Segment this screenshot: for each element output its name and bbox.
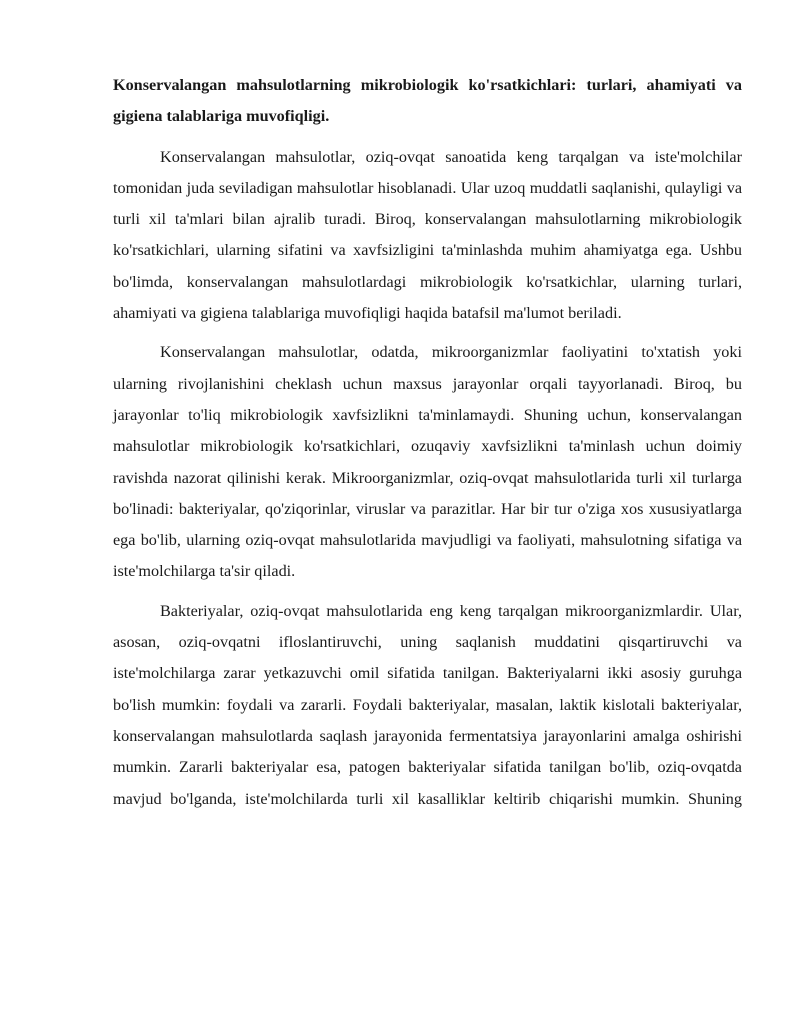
document-title: Konservalangan mahsulotlarning mikrobiologik ko'rsatkichlari: turlari, ahamiyati va gigiena talablariga muvofiqligi. bbox=[113, 76, 742, 126]
paragraph-1: Konservalangan mahsulotlar, oziq-ovqat sanoatida keng tarqalgan va iste'molchilar tomonidan juda seviladigan mahsulotlar hisoblanadi. Ular uzoq muddatli saqlanishi, qulayligi va turli xil ta'mlari bilan ajralib turadi. Biroq, konservalangan mahsulotlarning mikrobiologik ko'rsatkichlari, ularning sifatini va xavfsizligini ta'minlashda muhim ahamiyatga ega. Ushbu bo'limda, konservalangan mahsulotlardagi mikrobiologik ko'rsatkichlar, ularning turlari, ahamiyati va gigiena talablariga muvofiqligi haqida batafsil ma'lumot beriladi. bbox=[113, 147, 742, 323]
document-page bbox=[113, 70, 742, 823]
paragraph-2: Konservalangan mahsulotlar, odatda, mikroorganizmlar faoliyatini to'xtatish yoki ularning rivojlanishini cheklash uchun maxsus jarayonlar orqali tayyorlanadi. Biroq, bu jarayonlar to'liq mikrobiologik xavfsizlikni ta'minlamaydi. Shuning uchun, konservalangan mahsulotlar mikrobiologik ko'rsatkichlari, ozuqaviy xavfsizlikni ta'minlash uchun doimiy ravishda nazorat qilinishi kerak. Mikroorganizmlar, oziq-ovqat mahsulotlarida turli xil turlarga bo'linadi: bakteriyalar, qo'ziqorinlar, viruslar va parazitlar. Har bir tur o'ziga xos xususiyatlarga ega bo'lib, ularning oziq-ovqat mahsulotlarida mavjudligi va faoliyati, mahsulotning sifatiga va iste'molchilarga ta'sir qiladi. bbox=[113, 343, 742, 581]
paragraph-3: Bakteriyalar, oziq-ovqat mahsulotlarida eng keng tarqalgan mikroorganizmlardir. Ular, asosan, oziq-ovqatni ifloslantiruvchi, uning saqlanish muddatini qisqartiruvchi va iste'molchilarga zarar yetkazuvchi omil sifatida tanilgan. Bakteriyalarni ikki asosiy guruhga bo'lish mumkin: foydali va zararli. Foydali bakteriyalar, masalan, laktik kislotali bakteriyalar, konservalangan mahsulotlarda saqlash jarayonida fermentatsiya jarayonlarini amalga oshirishi mumkin. Zararli bakteriyalar esa, patogen bakteriyalar sifatida tanilgan bo'lib, oziq-ovqatda mavjud bo'lganda, iste'molchilarda turli xil kasalliklar keltirib chiqarishi mumkin. Shuning bbox=[113, 601, 742, 808]
